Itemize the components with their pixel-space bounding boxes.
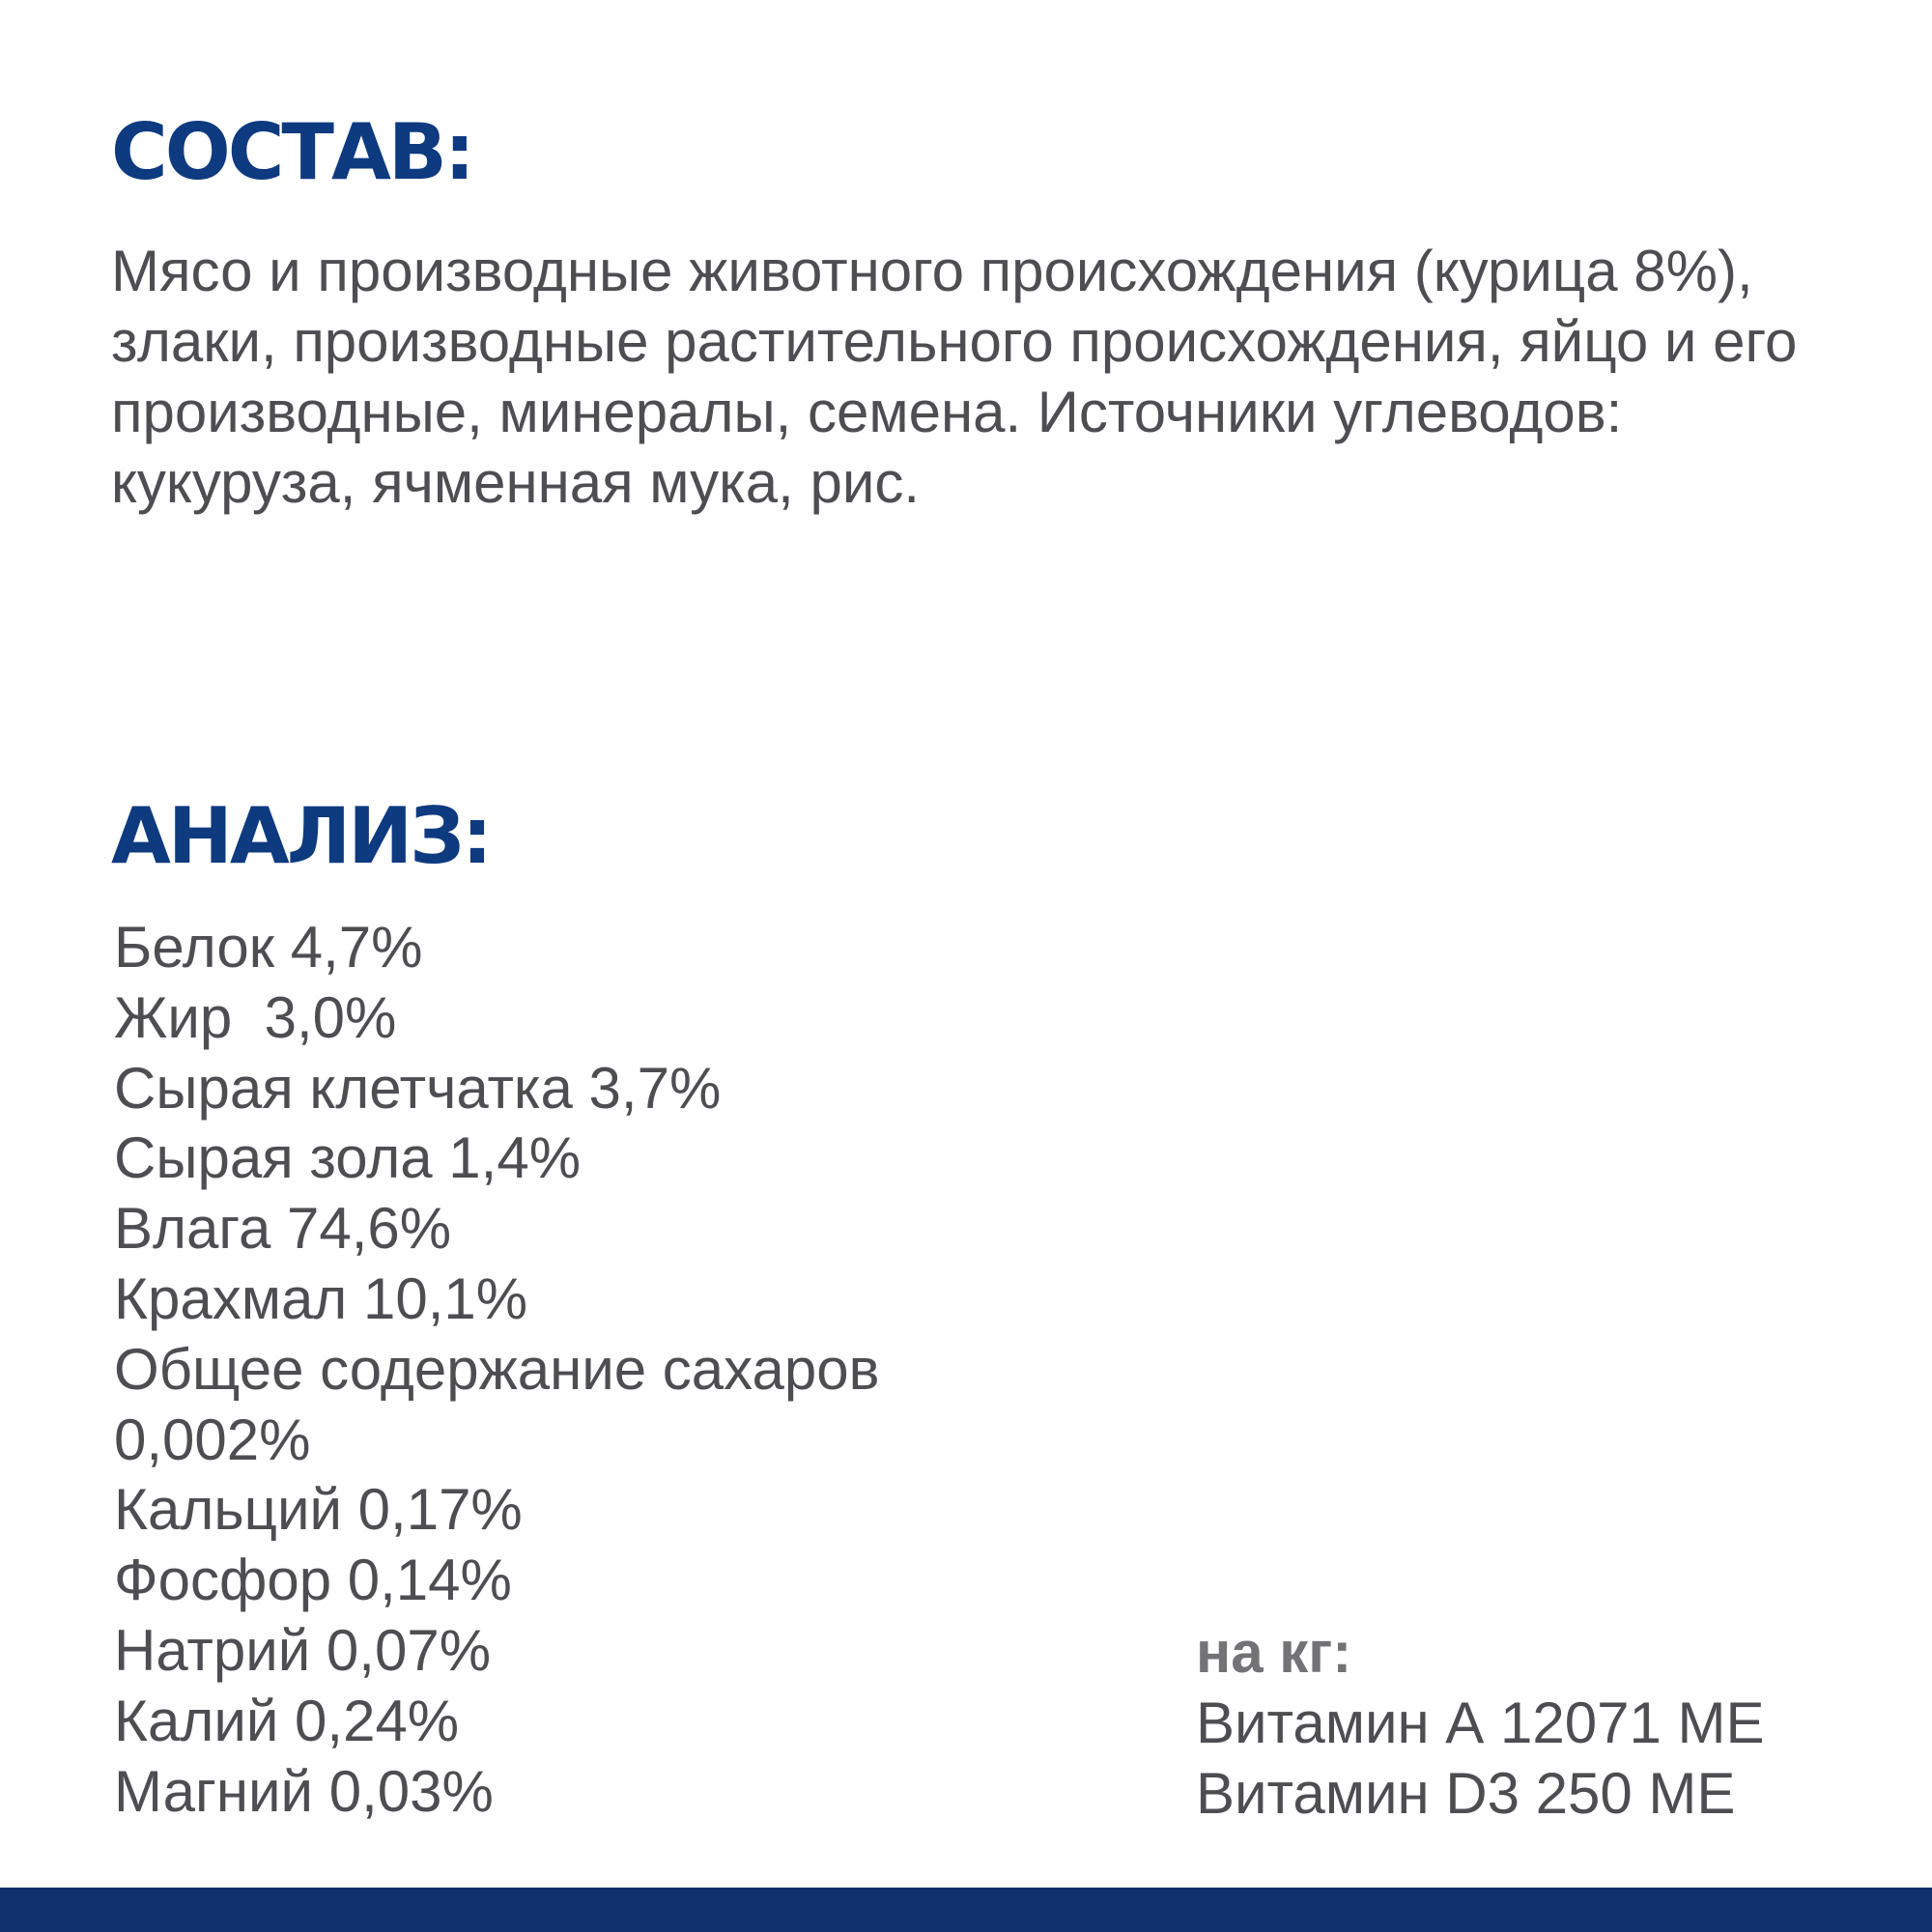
composition-heading: СОСТАВ: — [111, 107, 472, 197]
analysis-item-crude-fiber: Сырая клетчатка 3,7% — [114, 1055, 722, 1121]
analysis-item-sodium: Натрий 0,07% — [114, 1617, 492, 1683]
per-kg-item-vitamin-a: Витамин А 12071 МЕ — [1196, 1690, 1765, 1755]
analysis-item-potassium: Калий 0,24% — [114, 1688, 460, 1753]
analysis-heading: АНАЛИЗ: — [111, 791, 491, 881]
per-kg-block — [1196, 1618, 1765, 1829]
per-kg-item-vitamin-d3: Витамин D3 250 МЕ — [1196, 1760, 1736, 1826]
bottom-band — [0, 1888, 1932, 1932]
analysis-item-magnesium: Магний 0,03% — [114, 1758, 494, 1824]
analysis-item-calcium: Кальций 0,17% — [114, 1477, 523, 1543]
per-kg-title: на кг: — [1196, 1620, 1352, 1685]
analysis-item-fat: Жир 3,0% — [114, 984, 397, 1050]
analysis-item-protein: Белок 4,7% — [114, 915, 423, 980]
analysis-item-crude-ash: Сырая зола 1,4% — [114, 1125, 582, 1191]
analysis-list — [114, 913, 879, 1827]
analysis-item-starch: Крахмал 10,1% — [114, 1265, 528, 1331]
analysis-item-phosphorus: Фосфор 0,14% — [114, 1548, 512, 1613]
analysis-item-total-sugars-value: 0,002% — [114, 1406, 311, 1472]
composition-text: Мясо и производные животного происхождения (курица 8%), злаки, производные растительного происхождения, яйцо и его производные, минералы, семена. Источники углеводов: кукуруза, ячменная мука, рис. — [111, 239, 1798, 515]
analysis-item-total-sugars-label: Общее содержание сахаров — [114, 1336, 880, 1402]
analysis-item-moisture: Влага 74,6% — [114, 1196, 452, 1262]
